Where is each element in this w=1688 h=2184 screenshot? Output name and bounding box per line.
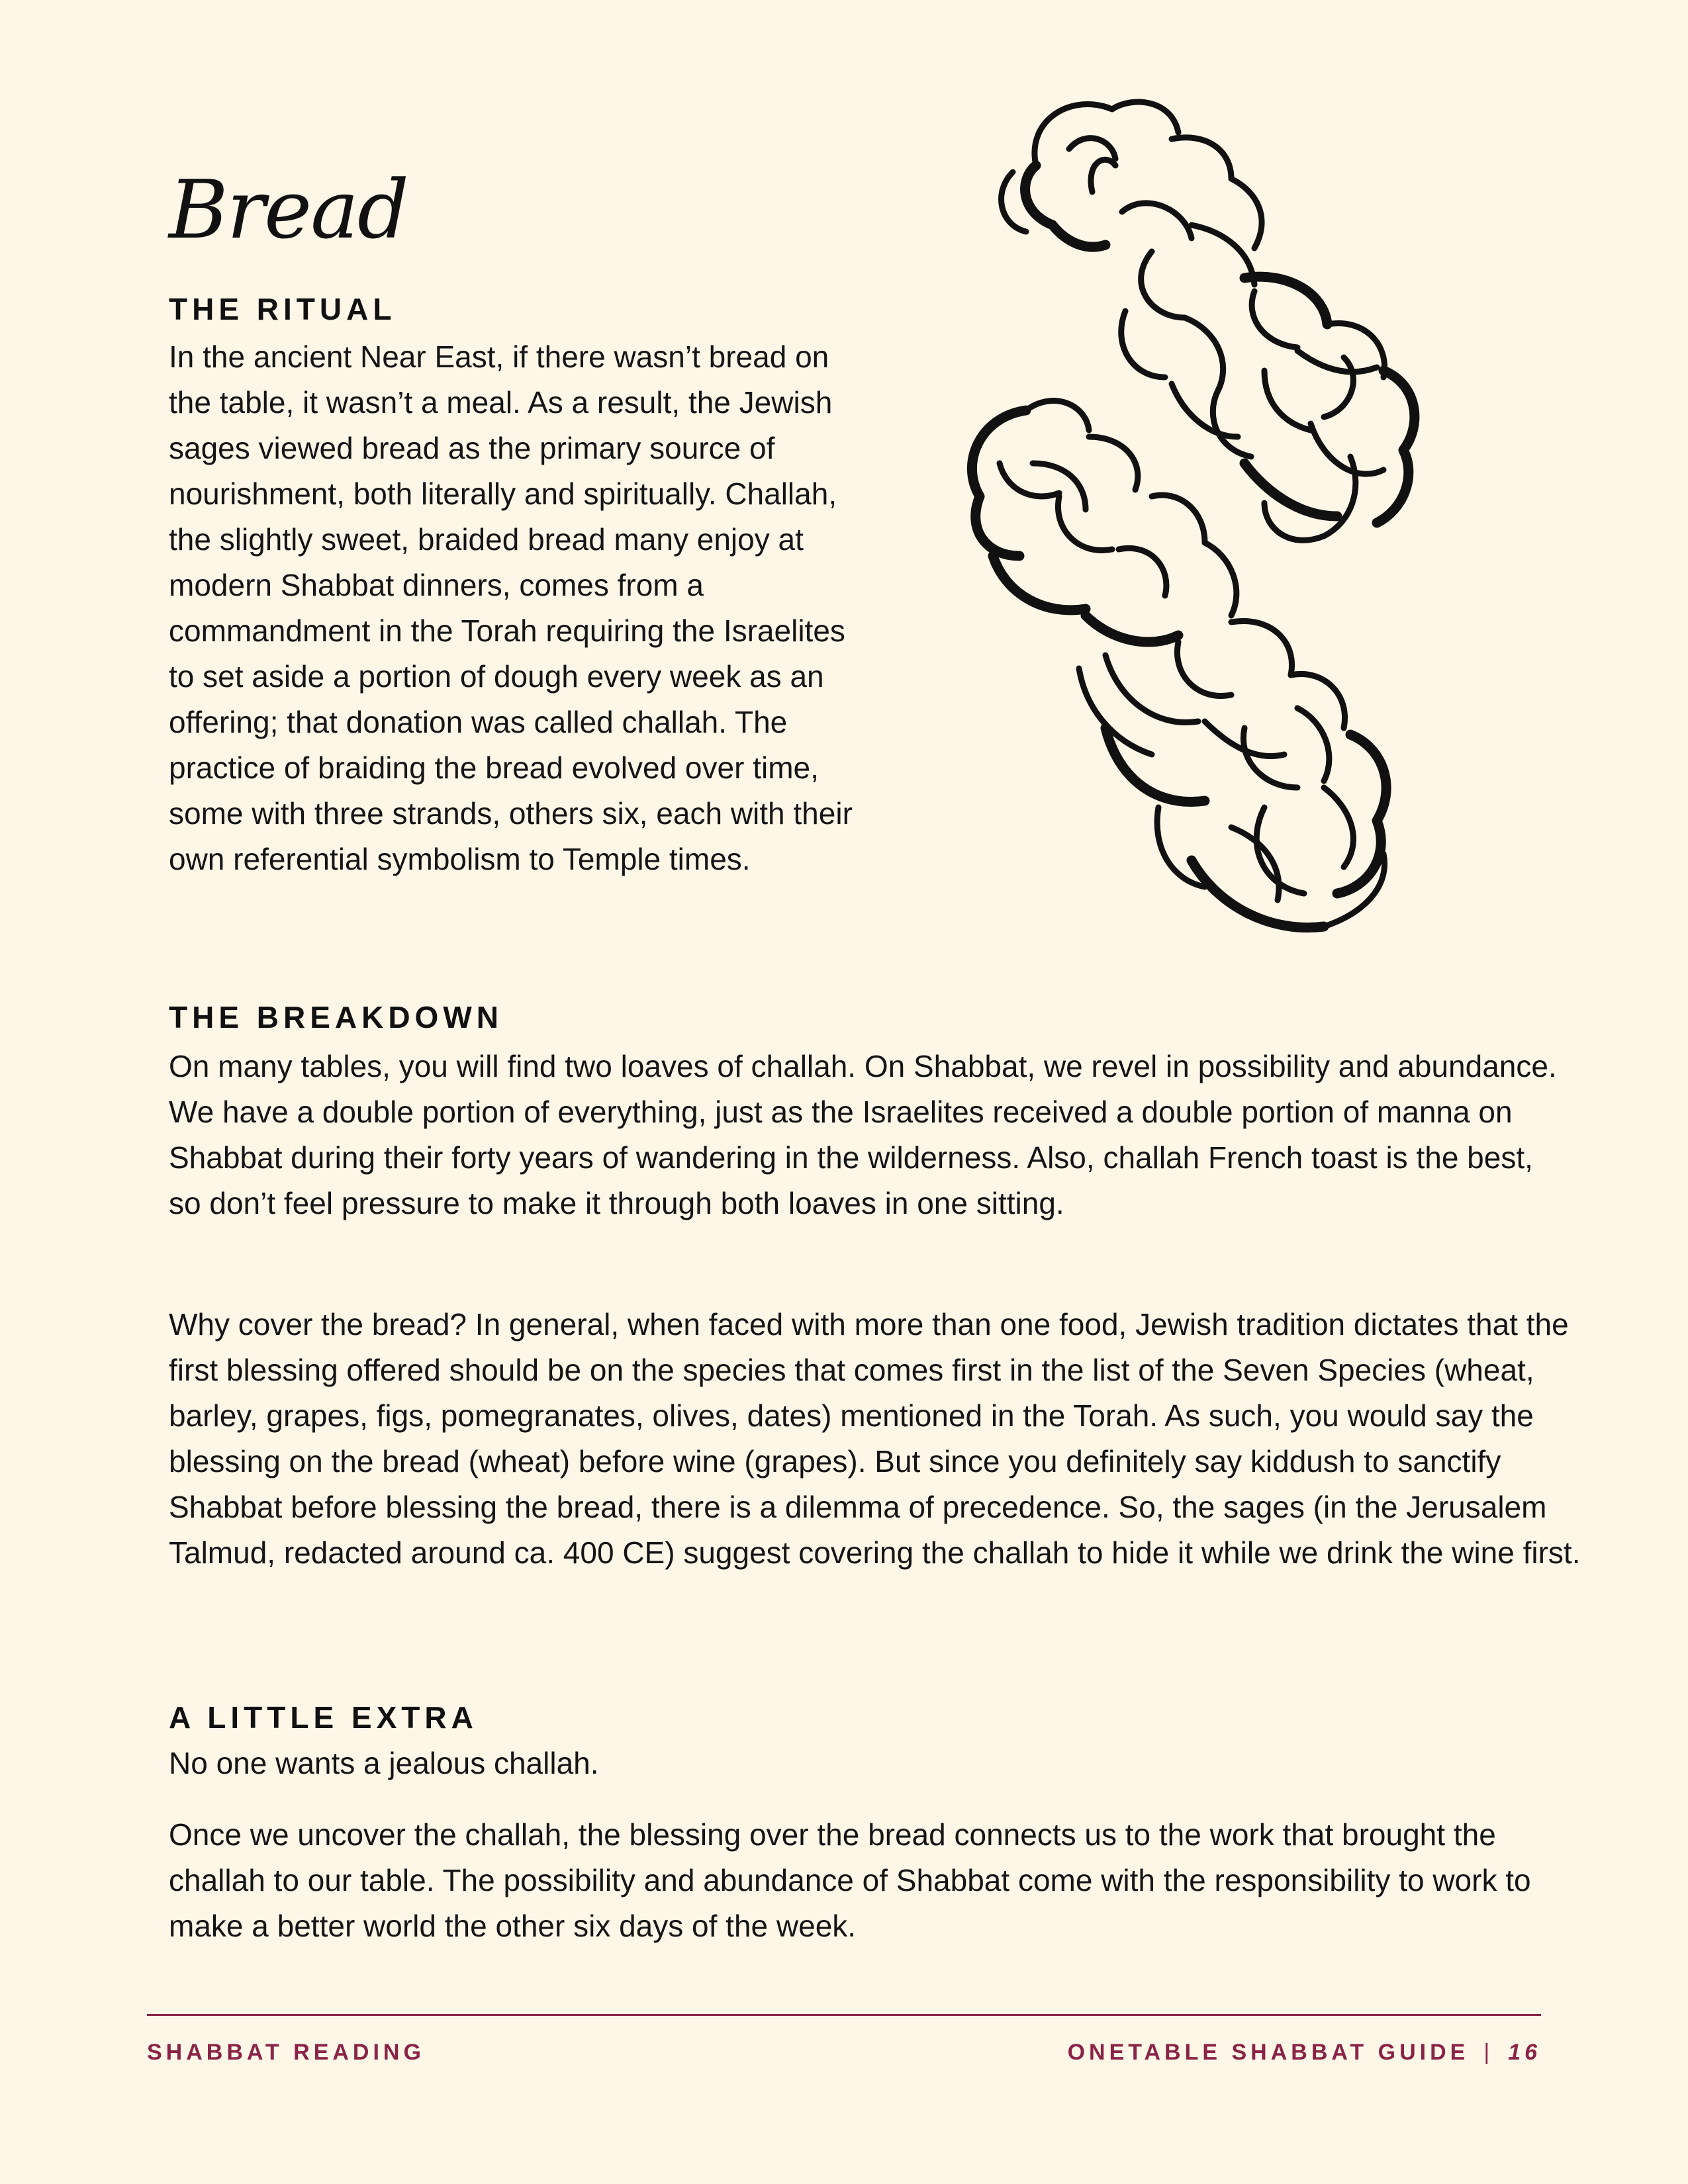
challah-loaves-icon [953, 93, 1562, 960]
breakdown-paragraph-2: Why cover the bread? In general, when faced with more than one food, Jewish tradition dictates that the first blessing offered should be on the species that comes first in the list of the Seven Species (wheat, barley, grapes, figs, pomegranates, olives, dates) mentioned in the Torah. As such, you would say the blessing on the bread (wheat) before wine (grapes). But since you definitely say kiddush to sanctify Shabbat before blessing the bread, there is a dilemma of precedence. So, the sages (in the Jerusalem Talmud, redacted around ca. 400 CE) suggest covering the challah to hide it while we drink the wine first. [169, 1307, 1581, 1570]
page-number: 16 [1508, 2040, 1541, 2065]
ritual-paragraph: In the ancient Near East, if there wasn’t bread on the table, it wasn’t a meal. As a result, the Jewish sages viewed bread as the primary source of nourishment, both literally and spiritually. Challah, the slightly sweet, braided bread many enjoy at modern Shabbat dinners, comes from a commandment in the Torah requiring the Israelites to set aside a portion of dough every week as an offering; that donation was called challah. The practice of braiding the bread evolved over time, some with three strands, others six, each with their own referential symbolism to Temple times. [169, 340, 853, 876]
challah-loaf-upper [1002, 102, 1415, 540]
ritual-heading: THE RITUAL [169, 292, 397, 326]
breakdown-heading: THE BREAKDOWN [169, 1000, 503, 1034]
breakdown-paragraph-1: On many tables, you will find two loaves of challah. On Shabbat, we revel in possibility and abundance. We have a double portion of everything, just as the Israelites received a double portion of manna on Shabbat during their forty years of wandering in the wilderness. Also, challah French toast is the best, so don’t feel pressure to make it through both loaves in one sitting. [169, 1049, 1557, 1220]
footer-guide-title: ONETABLE SHABBAT GUIDE [1067, 2040, 1470, 2065]
extra-paragraph-2: Once we uncover the challah, the blessing over the bread connects us to the work that brought the challah to our table. The possibility and abundance of Shabbat come with the responsibility to work to make a better world the other six days of the week. [169, 1817, 1531, 1943]
footer-section-label: SHABBAT READING [147, 2040, 425, 2065]
footer-divider [147, 2014, 1541, 2016]
page-title: Bread [169, 163, 408, 257]
extra-paragraph-1: No one wants a jealous challah. [169, 1746, 599, 1780]
footer-separator: | [1483, 2040, 1494, 2065]
challah-loaf-lower [972, 401, 1386, 928]
extra-heading: A LITTLE EXTRA [169, 1700, 478, 1735]
footer-guide-label [1068, 2040, 1541, 2066]
